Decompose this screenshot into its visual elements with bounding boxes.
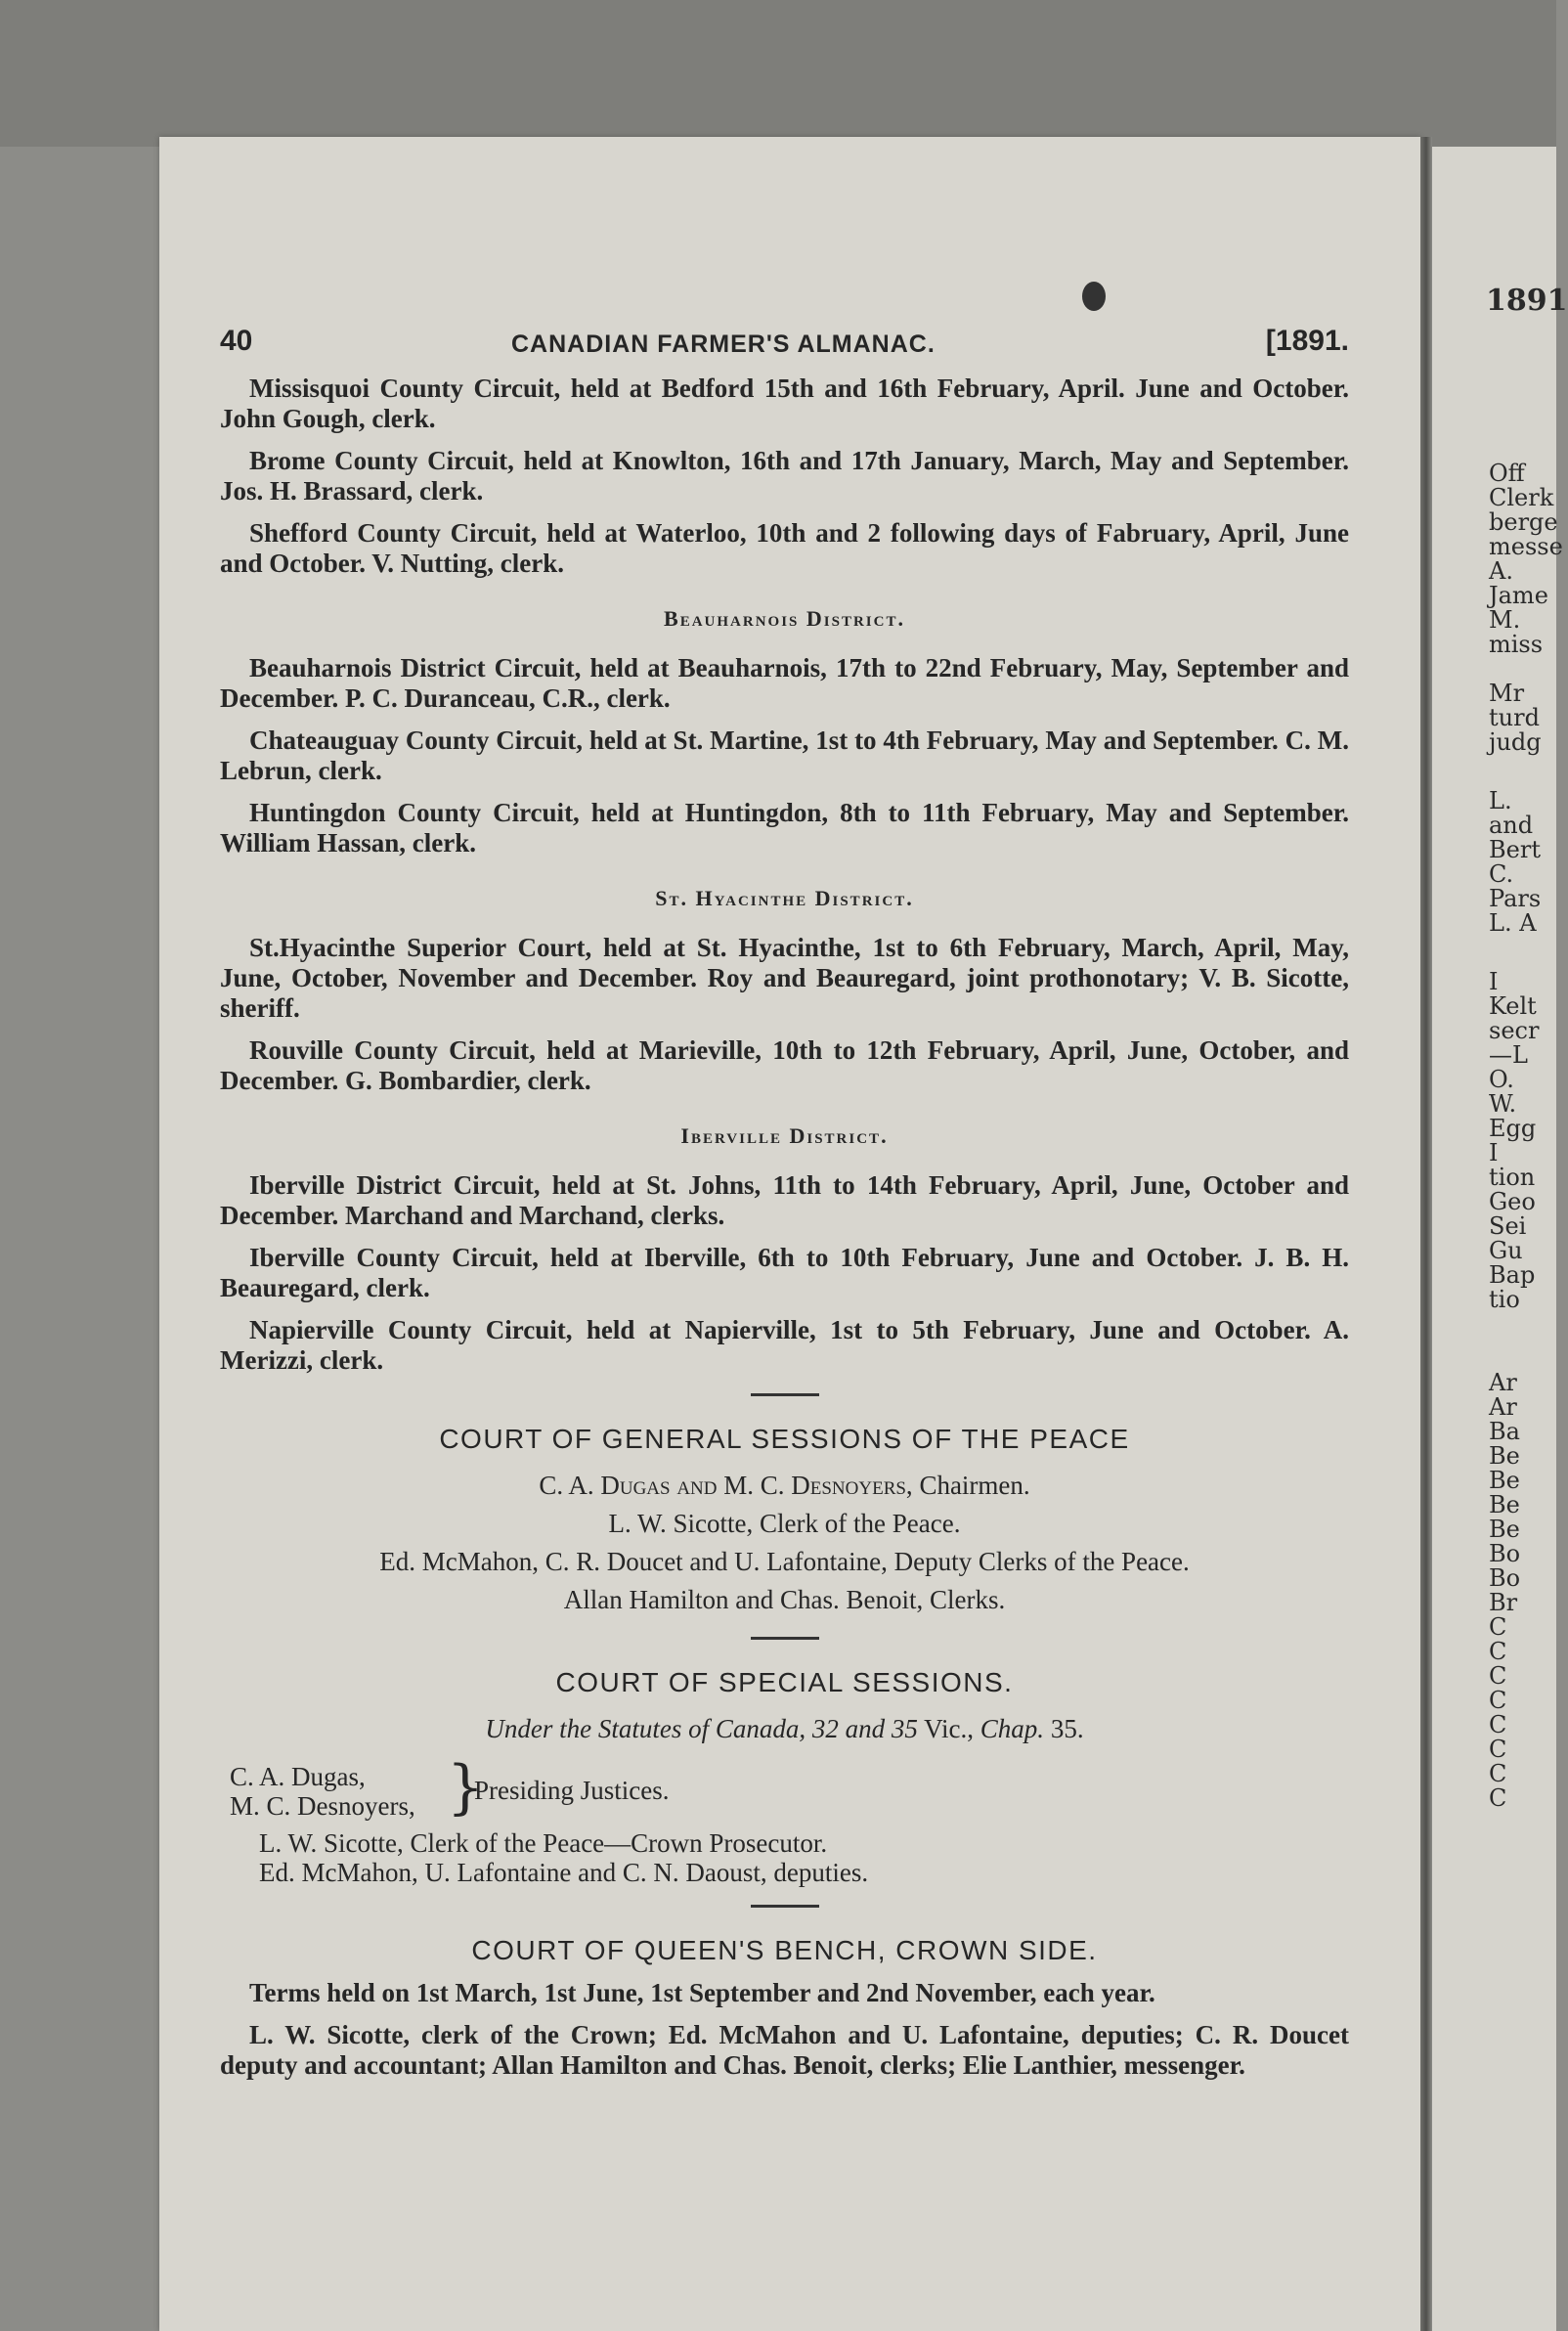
section-divider (751, 1637, 819, 1640)
adjacent-page-fragment: C. (1489, 860, 1514, 888)
clerk-line: L. W. Sicotte, Clerk of the Peace. (608, 1509, 961, 1538)
adjacent-page-fragment: Jame (1489, 582, 1548, 609)
terms-paragraph: Terms held on 1st March, 1st June, 1st September and 2nd November, each year. (249, 1978, 1155, 2007)
adjacent-page-fragment: I (1489, 968, 1499, 995)
adjacent-page-fragment: 1891 (1486, 284, 1568, 318)
almanac-title: CANADIAN FARMER'S ALMANAC. (511, 330, 936, 358)
adjacent-page-fragment: Be (1489, 1467, 1520, 1494)
court-entry: St.Hyacinthe Superior Court, held at St. Hyacinthe, 1st to 6th February, March, April, May, June, October, November and December. Roy and Beauregard, joint prothonotary; V. B. Sicotte, sheriff. (220, 933, 1349, 1023)
court-entry: Brome County Circuit, held at Knowlton, 16th and 17th January, March, May and September. Jos. H. Brassard, clerk. (220, 446, 1349, 506)
adjacent-page-edge (1432, 147, 1568, 2331)
adjacent-page-fragment: Be (1489, 1491, 1520, 1518)
statute-line (220, 1710, 1349, 1748)
adjacent-page-fragment: Bert (1489, 836, 1541, 863)
adjacent-page-fragment: miss (1489, 631, 1544, 658)
section-divider (751, 1393, 819, 1396)
adjacent-page-fragment: tio (1489, 1286, 1520, 1313)
background-top (0, 0, 1556, 147)
adjacent-page-fragment: C (1489, 1711, 1507, 1738)
running-header (220, 325, 1349, 374)
court-entry: Iberville District Circuit, held at St. Johns, 11th to 14th February, April, June, October and December. Marchand and Marchand, clerks. (220, 1170, 1349, 1230)
adjacent-page-fragment: Br (1489, 1589, 1518, 1616)
adjacent-page-fragment: C (1489, 1613, 1507, 1641)
court-entry: Chateauguay County Circuit, held at St. Martine, 1st to 4th February, May and September. C. M. Lebrun, clerk. (220, 726, 1349, 785)
year-label: [1891. (1265, 325, 1349, 357)
court-entry: Missisquoi County Circuit, held at Bedford 15th and 16th February, April. June and October. John Gough, clerk. (220, 374, 1349, 433)
adjacent-page-fragment: C (1489, 1760, 1507, 1787)
adjacent-page-fragment: Bo (1489, 1540, 1521, 1567)
adjacent-page-fragment: judg (1489, 728, 1542, 756)
chairmen-names: C. A. Dugas and M. C. Desnoyers, (539, 1471, 913, 1500)
statute-number: 35. (1050, 1714, 1084, 1743)
adjacent-page-fragment: Ba (1489, 1418, 1520, 1445)
adjacent-page-fragment: Clerk (1489, 484, 1554, 511)
justices-label: Presiding Justices. (474, 1776, 670, 1805)
adjacent-page-fragment: L. A (1489, 909, 1537, 937)
statute-chap: Chap. (980, 1714, 1045, 1743)
justice-name: C. A. Dugas, (230, 1762, 366, 1791)
adjacent-page-fragment: L. (1489, 787, 1512, 814)
presiding-justices (230, 1753, 1349, 1825)
page-number: 40 (220, 325, 253, 357)
chairmen-line (220, 1467, 1349, 1505)
court-entry: Iberville County Circuit, held at Iberville, 6th to 10th February, June and October. J. B. H. Beauregard, clerk. (220, 1243, 1349, 1302)
adjacent-page-fragment: Off (1489, 460, 1525, 487)
ink-blot (1082, 282, 1106, 311)
adjacent-page-fragment: Ar (1489, 1393, 1517, 1421)
justice-names (230, 1762, 415, 1821)
adjacent-page-fragment: Mr (1489, 680, 1525, 707)
justice-name: M. C. Desnoyers, (230, 1791, 415, 1821)
court-entry: Beauharnois District Circuit, held at Beauharnois, 17th to 22nd February, May, September and December. P. C. Duranceau, C.R., clerk. (220, 653, 1349, 713)
adjacent-page-fragment: I (1489, 1139, 1499, 1166)
clerk-line: L. W. Sicotte, Clerk of the Peace—Crown Prosecutor. (259, 1828, 828, 1858)
district-heading: Beauharnois District. (664, 606, 905, 631)
adjacent-page-fragment: O. (1489, 1066, 1514, 1093)
brace-glyph: } (447, 1753, 485, 1822)
adjacent-page-fragment: turd (1489, 704, 1540, 731)
adjacent-page-fragment: Bap (1489, 1261, 1536, 1289)
adjacent-page-fragment: C (1489, 1638, 1507, 1665)
adjacent-page-fragment: Egg (1489, 1115, 1537, 1142)
adjacent-page-fragment: tion (1489, 1164, 1536, 1191)
clerks-line: Allan Hamilton and Chas. Benoit, Clerks. (563, 1585, 1006, 1614)
adjacent-page-fragment: C (1489, 1736, 1507, 1763)
adjacent-page-fragment: berge (1489, 508, 1558, 536)
officers-paragraph: L. W. Sicotte, clerk of the Crown; Ed. McMahon and U. Lafontaine, deputies; C. R. Doucet deputy and accountant; Allan Hamilton and Chas. Benoit, clerks; Elie Lanthier, messenger. (220, 2020, 1349, 2080)
page-content (220, 325, 1349, 2092)
adjacent-page-fragment: Kelt (1489, 992, 1537, 1020)
book-gutter (1420, 137, 1432, 2331)
adjacent-page-fragment: A. (1489, 557, 1513, 585)
deputies-line: Ed. McMahon, U. Lafontaine and C. N. Daoust, deputies. (259, 1858, 869, 1887)
adjacent-page-fragment: —L (1489, 1041, 1528, 1069)
adjacent-page-fragment: Geo (1489, 1188, 1536, 1215)
adjacent-page-fragment: messe (1489, 533, 1563, 560)
district-heading: Iberville District. (680, 1123, 889, 1148)
statute-text: Under the Statutes of Canada, (485, 1714, 806, 1743)
court-entry: Napierville County Circuit, held at Napierville, 1st to 5th February, June and October. A. Merizzi, clerk. (220, 1315, 1349, 1375)
section-title: COURT OF SPECIAL SESSIONS. (555, 1667, 1014, 1697)
statute-vic: Vic., (924, 1714, 975, 1743)
adjacent-page-fragment: secr (1489, 1017, 1540, 1044)
court-entry: Shefford County Circuit, held at Waterloo, 10th and 2 following days of Fabruary, April, June and October. V. Nutting, clerk. (220, 518, 1349, 578)
court-entry: Rouville County Circuit, held at Marieville, 10th to 12th February, April, June, October, and December. G. Bombardier, clerk. (220, 1035, 1349, 1095)
adjacent-page-fragment: Sei (1489, 1212, 1527, 1240)
adjacent-page-fragment: W. (1489, 1090, 1517, 1118)
adjacent-page-fragment: M. (1489, 606, 1521, 634)
adjacent-page-fragment: C (1489, 1784, 1507, 1812)
section-title: COURT OF QUEEN'S BENCH, CROWN SIDE. (471, 1935, 1098, 1965)
adjacent-page-fragment: Be (1489, 1516, 1520, 1543)
adjacent-page-fragment: Be (1489, 1442, 1520, 1470)
adjacent-page-fragment: and (1489, 812, 1534, 839)
district-heading: St. Hyacinthe District. (655, 886, 914, 910)
adjacent-page-fragment: C (1489, 1687, 1507, 1714)
adjacent-page-fragment: Gu (1489, 1237, 1523, 1264)
adjacent-page-fragment: Pars (1489, 885, 1542, 912)
court-entry: Huntingdon County Circuit, held at Huntingdon, 8th to 11th February, May and September. William Hassan, clerk. (220, 798, 1349, 858)
adjacent-page-fragment: Bo (1489, 1564, 1521, 1592)
deputies-line: Ed. McMahon, C. R. Doucet and U. Lafontaine, Deputy Clerks of the Peace. (379, 1547, 1190, 1576)
adjacent-page-fragment: C (1489, 1662, 1507, 1690)
statute-years: 32 and 35 (811, 1714, 918, 1743)
section-divider (751, 1905, 819, 1908)
chairmen-role: Chairmen. (919, 1471, 1030, 1500)
section-title: COURT OF GENERAL SESSIONS OF THE PEACE (439, 1424, 1130, 1454)
adjacent-page-fragment: Ar (1489, 1369, 1517, 1396)
